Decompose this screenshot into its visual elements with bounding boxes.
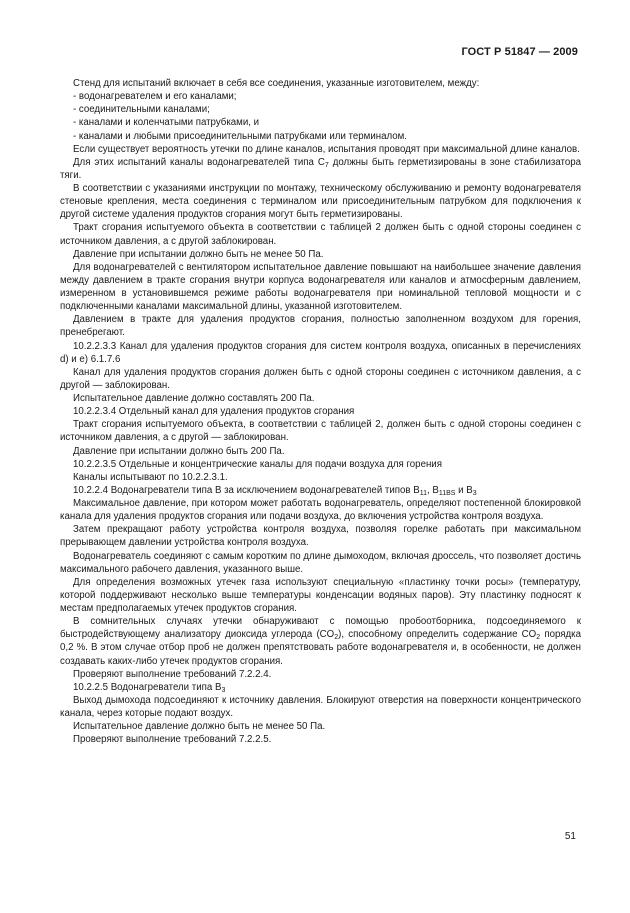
standard-header: ГОСТ Р 51847 — 2009 [461, 46, 578, 58]
paragraph: В сомнительных случаях утечки обнаруживают с помощью пробоотборника, подсоединяемого к быстродействующему анализатору диоксида углерода $(CO_2)$, способному определить содержание $CO_2$ порядка 0,2 %. В этом случае отбор проб не должен препятствовать работе водонагревателя и, в особенности, не должен создавать каких-либо утечек продуктов сгорания. [60, 616, 582, 667]
clause-heading: 10.2.2.4 Водонагреватели типа B за исключением водонагревателей типов $B_{11}$, $B_{11BS}$ и $B_3$ [73, 484, 477, 497]
clause-heading: 10.2.2.3.3 Канал для удаления продуктов сгорания для систем контроля воздуха, описанных в перечислениях d) и e) 6.1.7.6 [60, 340, 581, 365]
list-item: - соединительными каналами; [73, 104, 210, 116]
clause-heading: 10.2.2.5 Водонагреватели типа $B_3$ [73, 681, 226, 694]
clause-heading: 10.2.2.3.5 Отдельные и концентрические каналы для подачи воздуха для горения [73, 458, 442, 470]
paragraph: Если существует вероятность утечки по длине каналов, испытания проводят при максимальной длине каналов. [73, 143, 580, 155]
list-item: - водонагревателем и его каналами; [73, 91, 237, 103]
list-item: - каналами и любыми присоединительными патрубками или терминалом. [73, 130, 407, 142]
paragraph: Проверяют выполнение требований 7.2.2.4. [73, 668, 272, 680]
clause-heading: 10.2.2.3.4 Отдельный канал для удаления продуктов сгорания [73, 406, 355, 418]
list-item: - каналами и коленчатыми патрубками, и [73, 117, 260, 129]
paragraph: Максимальное давление, при котором может работать водонагреватель, определяют постепенной блокировкой канала для удаления продуктов сгорания или подачи воздуха, до включения устройства контроля воздуха. [60, 498, 581, 523]
paragraph: Стенд для испытаний включает в себя все соединения, указанные изготовителем, между: [73, 78, 480, 89]
paragraph: В соответствии с указаниями инструкции по монтажу, техническому обслуживанию и ремонту водонагревателя стеновые крепления, места соединения с терминалом или присоединительным патрубком для подключения к другой системе удаления продуктов сгорания могут быть герметизированы. [60, 183, 581, 221]
paragraph: Канал для удаления продуктов сгорания должен быть с одной стороны соединен с источником давления, а с другой — заблокирован. [60, 366, 581, 391]
paragraph: Давление при испытании должно быть не менее 50 Па. [73, 248, 324, 260]
page-number: 51 [564, 831, 576, 842]
paragraph: Водонагреватель соединяют с самым коротким по длине дымоходом, включая дроссель, что позволяет достичь максимального рабочего давления, указанного выше. [60, 550, 581, 575]
paragraph: Проверяют выполнение требований 7.2.2.5. [73, 734, 272, 746]
paragraph: Выход дымохода подсоединяют к источнику давления. Блокируют отверстия на поверхности концентрического канала, через которые подают воздух. [60, 694, 581, 719]
paragraph: Тракт сгорания испытуемого объекта, в соответствии с таблицей 2, должен быть с одной стороны соединен с источником давления, а с другой — заблокирован. [60, 419, 581, 444]
paragraph: Тракт сгорания испытуемого объекта в соответствии с таблицей 2 должен быть с одной стороны соединен с источником давления, а с другой заблокирован. [60, 222, 581, 247]
paragraph: Давлением в тракте для удаления продуктов сгорания, полностью заполненном воздухом для горения, пренебрегают. [60, 314, 581, 339]
paragraph: Каналы испытывают по 10.2.2.3.1. [73, 471, 228, 483]
paragraph: Для определения возможных утечек газа используют специальную «пластинку точки росы» (температуру, которой поддерживают несколько выше температуры конденсации водяных паров). Эту пластинку подносят к местам предполагаемых утечек продуктов сгорания. [60, 576, 581, 614]
document-body [60, 77, 581, 746]
paragraph: Испытательное давление должно быть не менее 50 Па. [73, 721, 326, 733]
paragraph: Давление при испытании должно быть 200 Па. [73, 445, 285, 457]
paragraph: Для водонагревателей с вентилятором испытательное давление повышают на наибольшее значение давления между давлением в тракте сгорания внутри корпуса водонагревателя или каналов и атмосферным давлением, измеренном в установившемся режиме работы водонагревателя при номинальной тепловой мощности и с подключенными каналами максимальной длины, указанной изготовителем. [60, 261, 581, 313]
paragraph: Затем прекращают работу устройства контроля воздуха, позволяя горелке работать при максимальном прерывающем давлении устройства контроля воздуха. [60, 524, 581, 549]
paragraph: Испытательное давление должно составлять 200 Па. [73, 393, 315, 404]
paragraph: Для этих испытаний каналы водонагревателей типа $C_7$ должны быть герметизированы в зоне стабилизатора тяги. [60, 156, 581, 181]
